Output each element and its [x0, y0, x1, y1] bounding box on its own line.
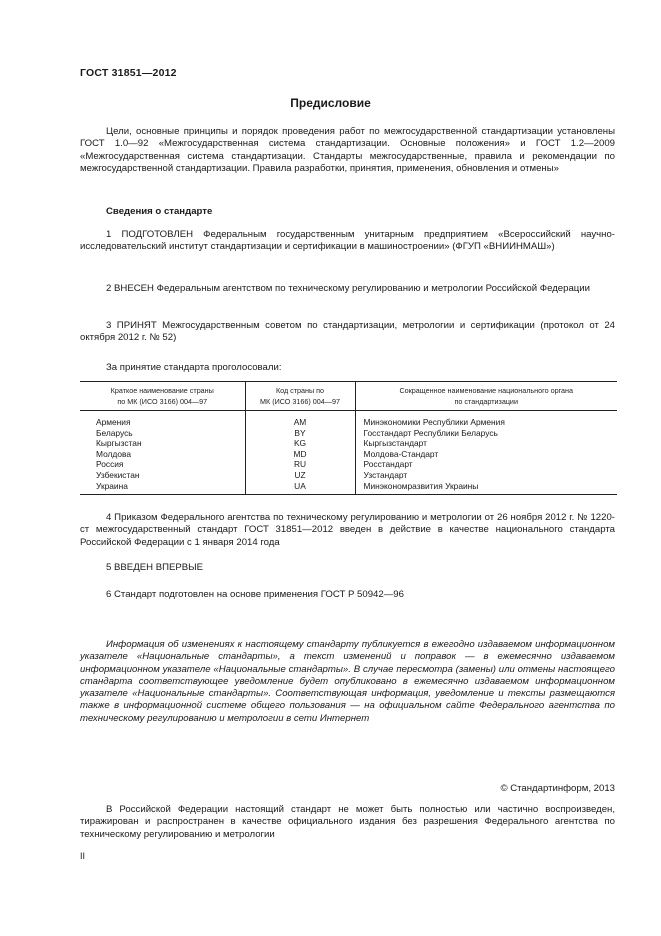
table-row — [80, 470, 617, 481]
cell-code: BY — [245, 428, 355, 439]
cell-body: Минэкономразвития Украины — [355, 481, 617, 495]
cell-country: Беларусь — [96, 427, 133, 438]
item-5-paragraph — [80, 562, 615, 574]
col-header-body: Сокращенное наименование национального органа по стандартизации — [355, 382, 617, 411]
table-row — [80, 459, 617, 470]
cell-code: UZ — [245, 470, 355, 481]
cell-code: RU — [245, 459, 355, 470]
cell-country: Узбекистан — [96, 469, 140, 480]
vote-caption-text: За принятие стандарта проголосовали: — [106, 362, 282, 373]
cell-code: AM — [245, 411, 355, 428]
intro-paragraph — [80, 126, 615, 176]
item-4-paragraph — [80, 512, 615, 549]
item-6-text: 6 Стандарт подготовлен на основе применения ГОСТ Р 50942—96 — [106, 589, 404, 600]
table-header-row — [80, 382, 617, 411]
col-header-code: Код страны по МК (ИСО 3166) 004—97 — [245, 382, 355, 411]
item-3-text: 3 ПРИНЯТ Межгосударственным советом по стандартизации, метрологии и сертификации (протокол от 24 октября 2012 г. № 52) — [80, 320, 615, 344]
item-3-paragraph — [80, 320, 615, 345]
cell-body: Минэкономики Республики Армения — [355, 411, 617, 428]
change-notice — [80, 639, 615, 725]
cell-body: Молдова-Стандарт — [355, 449, 617, 460]
cell-country: Молдова — [96, 448, 131, 459]
info-heading: Сведения о стандарте — [106, 206, 213, 217]
cell-body: Кыргызстандарт — [355, 438, 617, 449]
vote-caption — [80, 362, 615, 374]
cell-country: Армения — [96, 417, 131, 427]
table-row — [80, 428, 617, 439]
copyright-line: © Стандартинформ, 2013 — [500, 783, 615, 794]
reproduction-rights-text: В Российской Федерации настоящий стандарт не может быть полностью или частично воспроизведен, тиражирован и распространен в качестве официального издания без разрешения Федерального агентства по техническому регулированию и метрологии — [80, 804, 615, 840]
item-1-text: 1 ПОДГОТОВЛЕН Федеральным государственным унитарным предприятием «Всероссийский научно-исследовательский институт стандартизации и сертификации в машиностроении» (ФГУП «ВНИИНМАШ») — [80, 229, 615, 253]
reproduction-rights — [80, 804, 615, 841]
cell-country: Кыргызстан — [96, 438, 142, 449]
page-title: Предисловие — [290, 96, 371, 110]
col-header-country: Краткое наименование страны по МК (ИСО 3166) 004—97 — [80, 382, 245, 411]
item-2-paragraph — [80, 283, 615, 295]
change-notice-text: Информация об изменениях к настоящему стандарту публикуется в ежегодно издаваемом информационном указателе «Национальные стандарты», а текст изменений и поправок — в ежемесячно издаваемом информационном указателе «Национальные стандарты». В случае пересмотра (замены) или отмены настоящего стандарта соответствующее уведомление будет опубликовано в ежемесячно издаваемом информационном указателе «Национальные стандарты». Соответствующая информация, уведомление и тексты размещаются также в информационной системе общего пользования — на официальном сайте Федерального агентства по техническому регулированию и метрологии в сети Интернет — [80, 639, 615, 724]
cell-code: KG — [245, 438, 355, 449]
cell-country: Украина — [80, 481, 245, 495]
cell-code: MD — [245, 449, 355, 460]
table-row — [80, 481, 617, 495]
cell-body: Росстандарт — [355, 459, 617, 470]
cell-body: Госстандарт Республики Беларусь — [355, 428, 617, 439]
cell-code: UA — [245, 481, 355, 495]
table-row — [80, 411, 617, 428]
intro-text: Цели, основные принципы и порядок проведения работ по межгосударственной стандартизации установлены ГОСТ 1.0—92 «Межгосударственная система стандартизации. Основные положения» и ГОСТ 1.2—2009 «Межгосударственная система стандартизации. Стандарты межгосударственные, правила и рекомендации по межгосударственной стандартизации. Правила разработки, принятия, применения, обновления и отмены» — [80, 126, 615, 175]
page-number: II — [80, 851, 86, 861]
item-4-text: 4 Приказом Федерального агентства по техническому регулированию и метрологии от 26 ноября 2012 г. № 1220-ст межгосударственный стандарт ГОСТ 31851—2012 введен в действие в качестве национального стандарта Российской Федерации с 1 января 2014 года — [80, 512, 615, 548]
table-row — [80, 438, 617, 449]
voting-states-table — [80, 381, 617, 495]
item-2-text: 2 ВНЕСЕН Федеральным агентством по техническому регулированию и метрологии Российской Федерации — [106, 283, 591, 294]
document-code: ГОСТ 31851—2012 — [80, 67, 177, 79]
item-1-paragraph — [80, 229, 615, 254]
item-5-text: 5 ВВЕДЕН ВПЕРВЫЕ — [106, 562, 204, 573]
cell-country: Россия — [96, 459, 124, 470]
item-6-paragraph — [80, 589, 615, 601]
table-row — [80, 449, 617, 460]
cell-body: Узстандарт — [355, 470, 617, 481]
